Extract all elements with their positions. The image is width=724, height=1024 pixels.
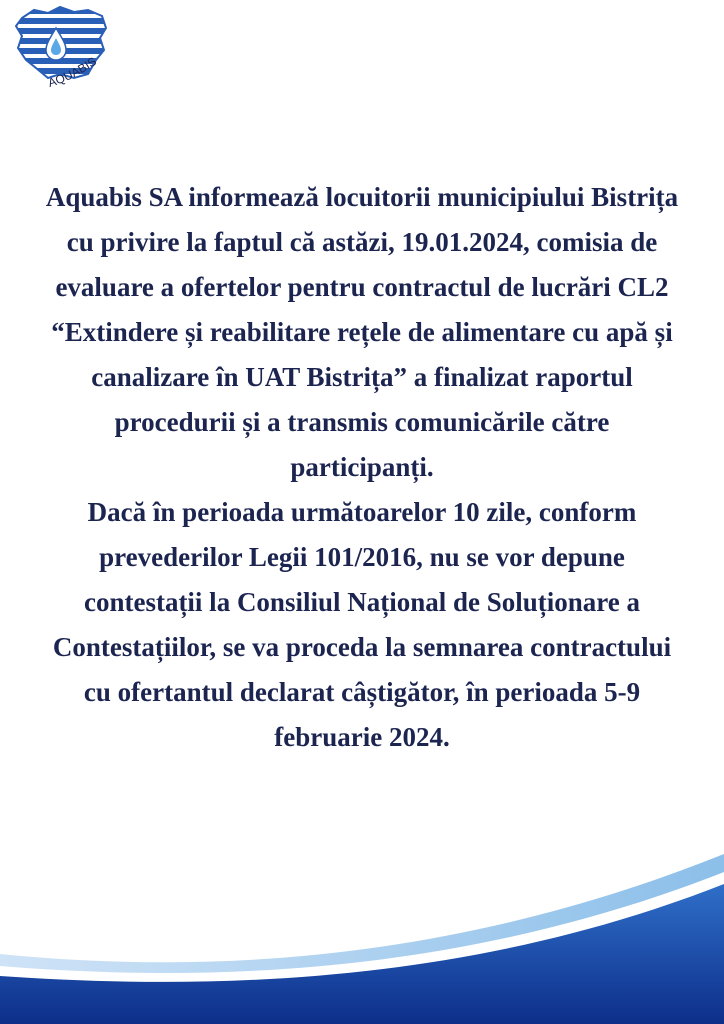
notice-line: canalizare în UAT Bistrița” a finalizat raportul — [91, 362, 633, 392]
notice-body — [0, 175, 724, 760]
notice-line: Aquabis SA informează locuitorii municipiului Bistrița — [45, 182, 679, 212]
notice-line: contestații la Consiliul Național de Soluționare a — [83, 587, 641, 617]
logo-text: AQUABIS — [46, 54, 100, 90]
notice-line: participanți. — [290, 452, 434, 482]
notice-line: prevederilor Legii 101/2016, nu se vor depune — [99, 542, 625, 572]
notice-line: februarie 2024. — [274, 722, 450, 752]
notice-line: Contestațiilor, se va proceda la semnarea contractului — [52, 632, 672, 662]
notice-line: Dacă în perioada următoarelor 10 zile, conform — [87, 497, 637, 527]
footer-wave — [0, 854, 724, 1024]
notice-paragraph-2 — [0, 490, 724, 760]
notice-line: cu privire la faptul că astăzi, 19.01.2024, comisia de — [66, 227, 658, 257]
aquabis-logo — [8, 4, 118, 90]
notice-line: “Extindere și reabilitare rețele de alimentare cu apă și — [51, 317, 673, 347]
notice-line: procedurii și a transmis comunicările către — [114, 407, 610, 437]
aquabis-logo-graphic — [8, 4, 118, 90]
notice-line: cu ofertantul declarat câștigător, în perioada 5-9 — [83, 677, 641, 707]
notice-paragraph-1 — [0, 175, 724, 490]
notice-line: evaluare a ofertelor pentru contractul de lucrări CL2 — [55, 272, 669, 302]
